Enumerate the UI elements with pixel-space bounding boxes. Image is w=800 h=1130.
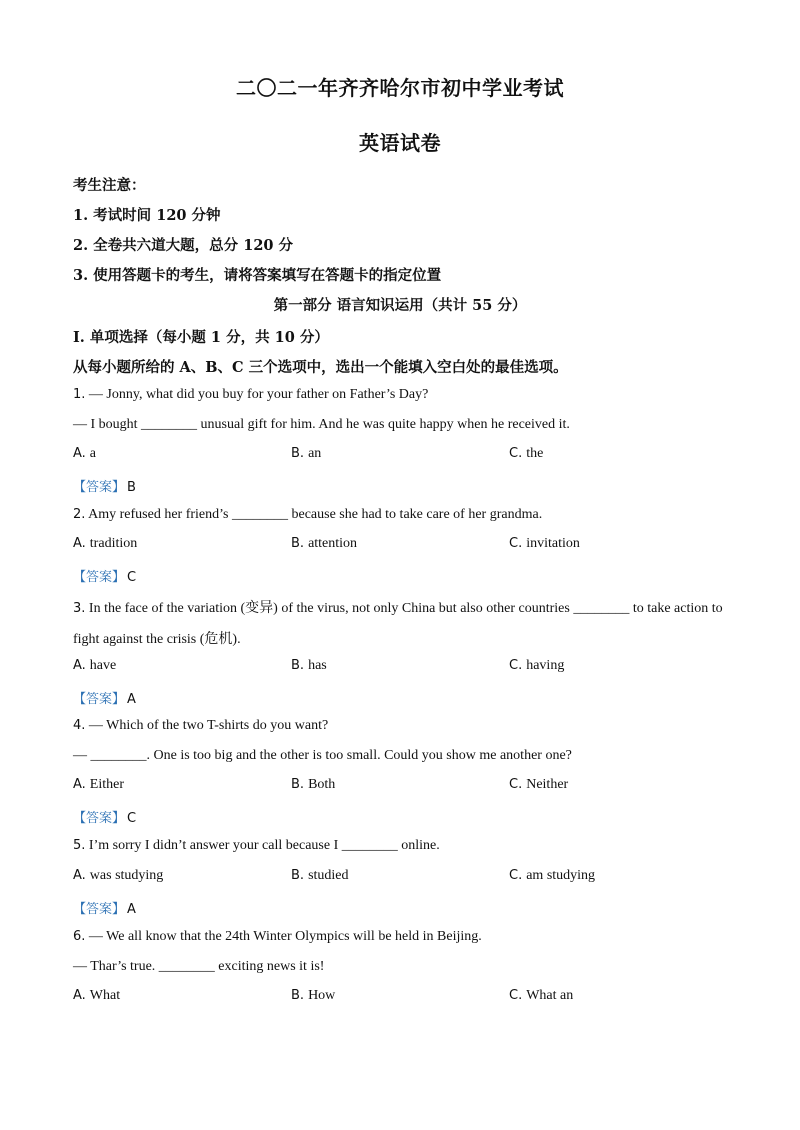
option-b: B. How bbox=[291, 988, 336, 1003]
question-1 bbox=[73, 387, 428, 403]
question-text: — We all know that the 24th Winter Olympics will be held in Beijing. bbox=[88, 929, 482, 944]
option-a: A. Either bbox=[73, 777, 125, 792]
question-number: 3. bbox=[73, 601, 86, 616]
option-b: B. Both bbox=[291, 777, 336, 792]
answer-1: 【答案】 B bbox=[73, 480, 136, 495]
option-a: A. have bbox=[73, 658, 117, 673]
question-number: 5. bbox=[73, 838, 86, 853]
option-b: B. an bbox=[291, 446, 322, 461]
notice-item: 2. 全卷共六道大题，总分 120 分 bbox=[73, 237, 294, 254]
section-title: Ⅰ. 单项选择（每小题 1 分，共 10 分） bbox=[73, 329, 329, 346]
notice-item: 3. 使用答题卡的考生，请将答案填写在答题卡的指定位置 bbox=[73, 267, 442, 284]
option-c: C. Neither bbox=[509, 777, 569, 792]
notice-label: 考生注意： bbox=[73, 177, 146, 194]
option-c: C. am studying bbox=[509, 868, 596, 883]
question-text: I’m sorry I didn’t answer your call because I ________ online. bbox=[88, 838, 440, 853]
exam-title: 二〇二一年齐齐哈尔市初中学业考试 bbox=[236, 76, 564, 100]
notice-item: 1. 考试时间 120 分钟 bbox=[73, 207, 221, 224]
answer-4: 【答案】 C bbox=[73, 811, 137, 826]
question-text: — Which of the two T-shirts do you want? bbox=[88, 718, 329, 733]
question-text: In the face of the variation (变异) of the virus, not only China but also other countries ________ to take action to bbox=[88, 601, 723, 616]
question-3 bbox=[73, 597, 723, 617]
option-c: C. What an bbox=[509, 988, 574, 1003]
question-text: — I bought ________ unusual gift for him. And he was quite happy when he received it. bbox=[73, 417, 570, 432]
question-number: 6. bbox=[73, 929, 86, 944]
question-text: — Jonny, what did you buy for your father on Father’s Day? bbox=[88, 387, 429, 402]
option-c: C. the bbox=[509, 446, 544, 461]
question-text: fight against the crisis (危机). bbox=[73, 632, 241, 647]
part-title: 第一部分 语言知识运用（共计 55 分） bbox=[273, 297, 527, 314]
option-c: C. having bbox=[509, 658, 565, 673]
question-number: 1. bbox=[73, 387, 86, 402]
question-2 bbox=[73, 507, 542, 523]
question-4 bbox=[73, 718, 328, 734]
option-c: C. invitation bbox=[509, 536, 580, 551]
answer-5: 【答案】 A bbox=[73, 902, 136, 917]
option-b: B. studied bbox=[291, 868, 349, 883]
question-5 bbox=[73, 838, 440, 854]
answer-2: 【答案】 C bbox=[73, 570, 137, 585]
question-text: — ________. One is too big and the other is too small. Could you show me another one? bbox=[73, 748, 572, 763]
question-number: 2. bbox=[73, 507, 86, 522]
option-a: A. a bbox=[73, 446, 97, 461]
option-b: B. has bbox=[291, 658, 327, 673]
question-text: — Thar’s true. ________ exciting news it is! bbox=[73, 959, 325, 974]
question-6 bbox=[73, 929, 482, 945]
option-a: A. What bbox=[73, 988, 121, 1003]
exam-subtitle: 英语试卷 bbox=[359, 131, 441, 155]
option-a: A. was studying bbox=[73, 868, 164, 883]
option-a: A. tradition bbox=[73, 536, 138, 551]
question-number: 4. bbox=[73, 718, 86, 733]
question-text: Amy refused her friend’s ________ because she had to take care of her grandma. bbox=[88, 507, 543, 522]
section-instruction: 从每小题所给的 A、B、C 三个选项中，选出一个能填入空白处的最佳选项。 bbox=[73, 359, 568, 376]
option-b: B. attention bbox=[291, 536, 358, 551]
answer-3: 【答案】 A bbox=[73, 692, 136, 707]
